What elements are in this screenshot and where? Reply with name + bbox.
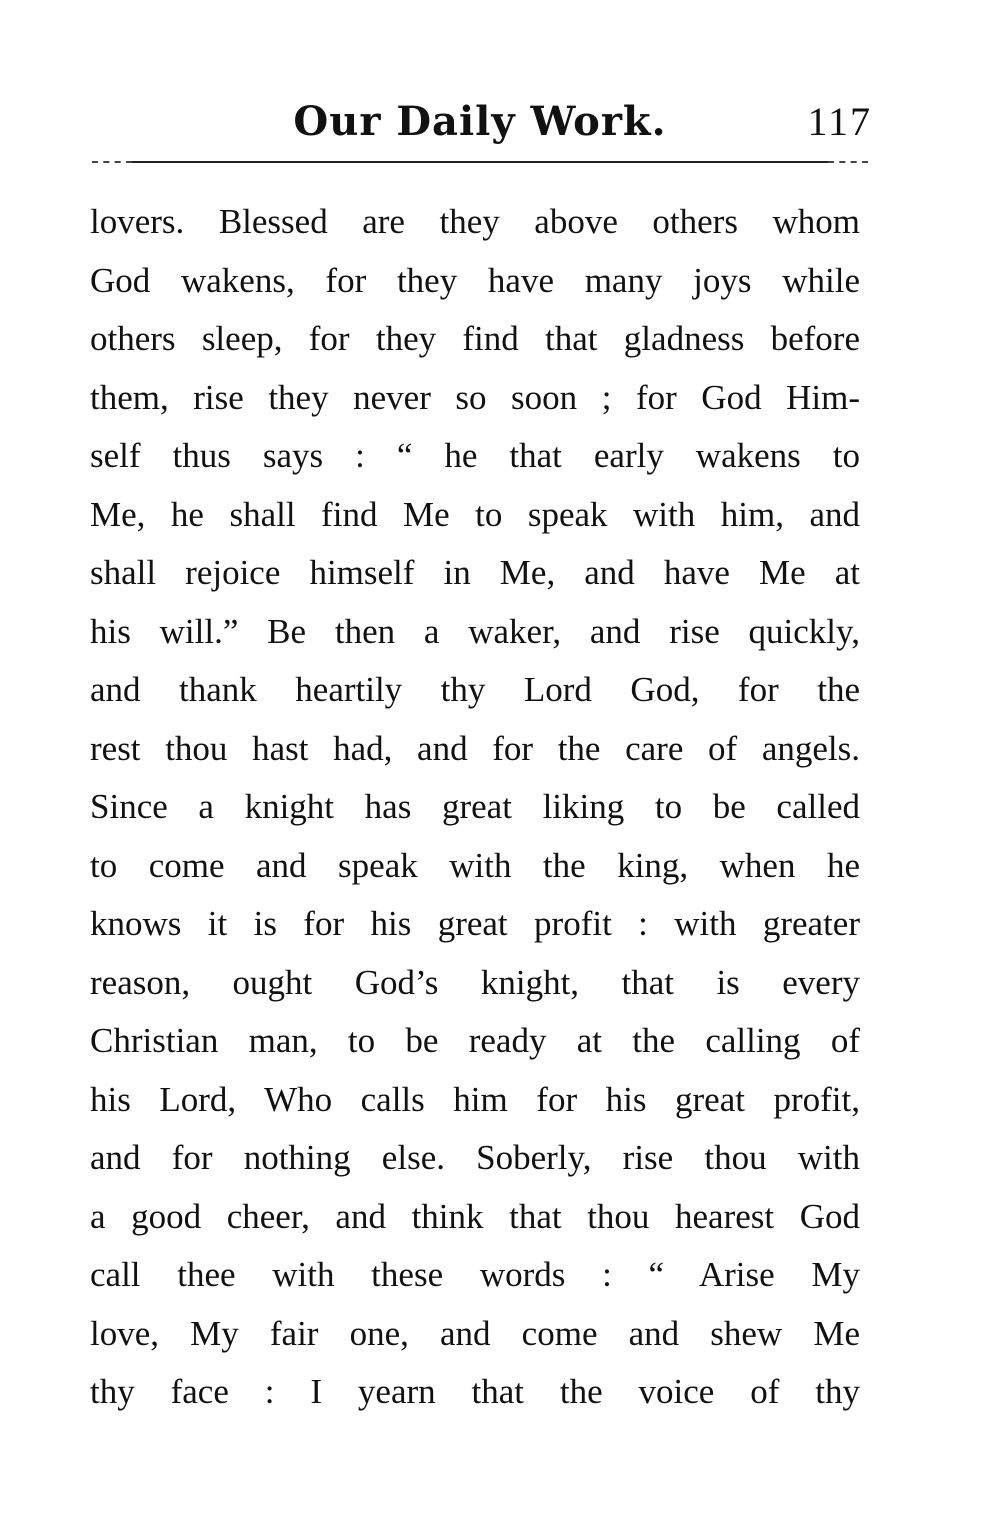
text-line: thy face : I yearn that the voice of thy [90,1372,860,1411]
text-line: a good cheer, and think that thou hearest God [90,1196,860,1236]
page-number: 117 [807,99,872,144]
text-line: Since a knight has great liking to be called [90,787,860,826]
text-line: God wakens, for they have many joys while [90,260,860,300]
text-line: to come and speak with the king, when he [90,845,860,885]
text-line: Me, he shall find Me to speak with him, and [90,494,860,534]
header-rule-dash-right [828,161,868,163]
text-line: love, My fair one, and come and shew Me [90,1313,860,1353]
running-title: Our Daily Work. [293,98,667,145]
text-line: rest thou hast had, and for the care of angels. [90,728,860,768]
running-head [0,92,1000,152]
text-line: self thus says : “ he that early wakens to [90,436,860,475]
text-line: his Lord, Who calls him for his great profit, [90,1079,860,1119]
text-line: call thee with these words : “ Arise My [90,1255,860,1294]
text-line: others sleep, for they find that gladness before [90,319,860,358]
text-line: Christian man, to be ready at the calling of [90,1021,860,1060]
text-line: shall rejoice himself in Me, and have Me at [90,553,860,592]
header-rule [92,161,868,163]
text-line: and for nothing else. Soberly, rise thou with [90,1138,860,1177]
text-line: his will.” Be then a waker, and rise quickly, [90,611,860,651]
text-line: lovers. Blessed are they above others whom [90,202,860,241]
text-line: them, rise they never so soon ; for God Him- [90,377,860,417]
body-text [90,193,860,1422]
text-line: and thank heartily thy Lord God, for the [90,670,860,709]
text-line: reason, ought God’s knight, that is every [90,962,860,1002]
header-rule-dash-left [92,161,132,163]
text-line: knows it is for his great profit : with greater [90,904,860,943]
